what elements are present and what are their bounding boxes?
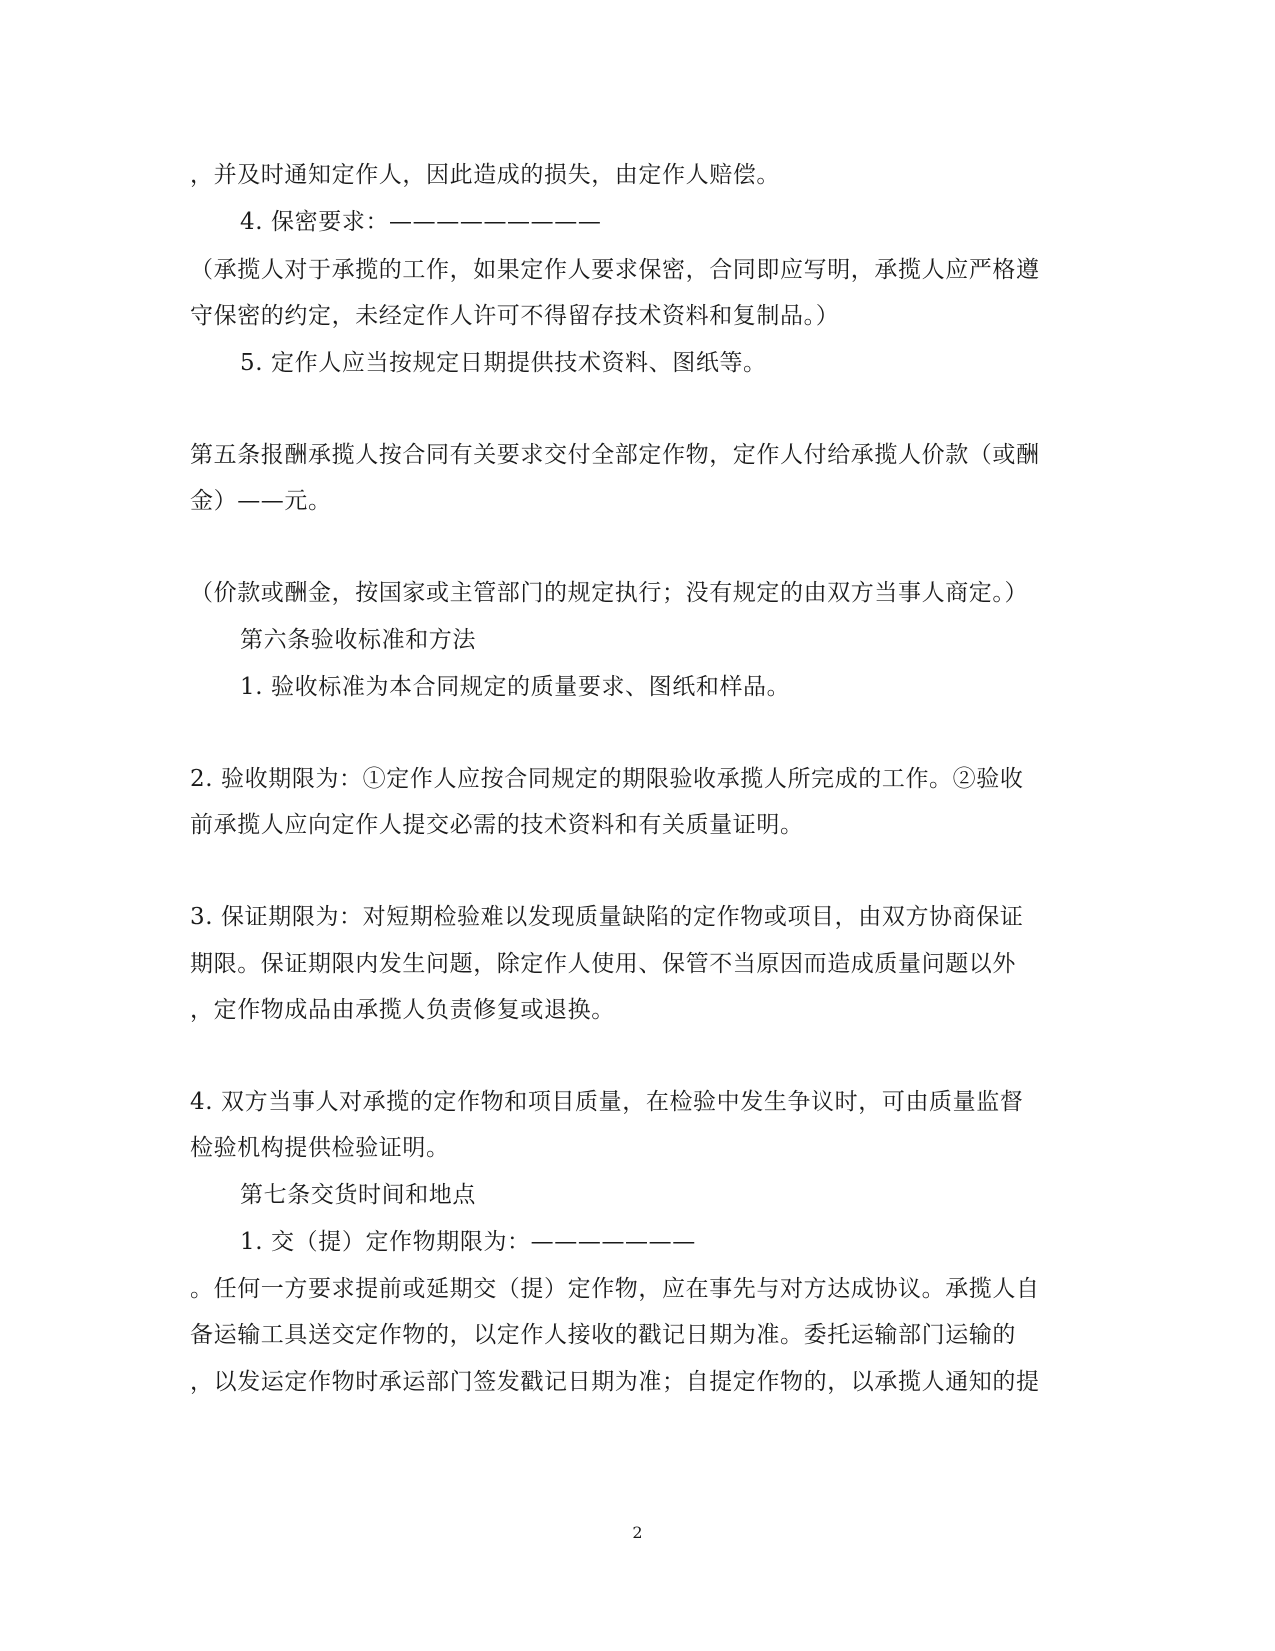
text-line: 1. 交（提）定作物期限为：———————: [240, 1229, 696, 1255]
text-line: 第六条验收标准和方法: [240, 627, 476, 653]
text-line: ，并及时通知定作人，因此造成的损失，由定作人赔偿。: [190, 162, 780, 188]
text-line: 4. 保密要求：—————————: [240, 209, 602, 235]
text-line: 4. 双方当事人对承揽的定作物和项目质量，在检验中发生争议时，可由质量监督: [190, 1089, 1024, 1115]
text-line: （承揽人对于承揽的工作，如果定作人要求保密，合同即应写明，承揽人应严格遵: [190, 257, 1040, 283]
text-line: 期限。保证期限内发生问题，除定作人使用、保管不当原因而造成质量问题以外: [190, 951, 1016, 977]
text-line: ，定作物成品由承揽人负责修复或退换。: [190, 997, 615, 1023]
text-line: 3. 保证期限为：对短期检验难以发现质量缺陷的定作物或项目，由双方协商保证: [190, 904, 1024, 930]
text-line: 守保密的约定，未经定作人许可不得留存技术资料和复制品。）: [190, 303, 840, 329]
text-line: 前承揽人应向定作人提交必需的技术资料和有关质量证明。: [190, 812, 804, 838]
text-line: 检验机构提供检验证明。: [190, 1135, 450, 1161]
text-line: 1. 验收标准为本合同规定的质量要求、图纸和样品。: [240, 674, 791, 700]
text-line: （价款或酬金，按国家或主管部门的规定执行；没有规定的由双方当事人商定。）: [190, 580, 1029, 606]
text-line: 第五条报酬承揽人按合同有关要求交付全部定作物，定作人付给承揽人价款（或酬: [190, 442, 1040, 468]
text-line: ，以发运定作物时承运部门签发戳记日期为准；自提定作物的，以承揽人通知的提: [190, 1369, 1040, 1395]
text-line: 5. 定作人应当按规定日期提供技术资料、图纸等。: [240, 350, 767, 376]
text-line: 备运输工具送交定作物的，以定作人接收的戳记日期为准。委托运输部门运输的: [190, 1322, 1016, 1348]
text-line: 金）——元。: [190, 488, 332, 514]
text-line: 2. 验收期限为：①定作人应按合同规定的期限验收承揽人所完成的工作。②验收: [190, 766, 1024, 792]
page-number: 2: [632, 1523, 643, 1542]
text-line: 第七条交货时间和地点: [240, 1182, 476, 1208]
text-line: 。任何一方要求提前或延期交（提）定作物，应在事先与对方达成协议。承揽人自: [190, 1276, 1040, 1302]
